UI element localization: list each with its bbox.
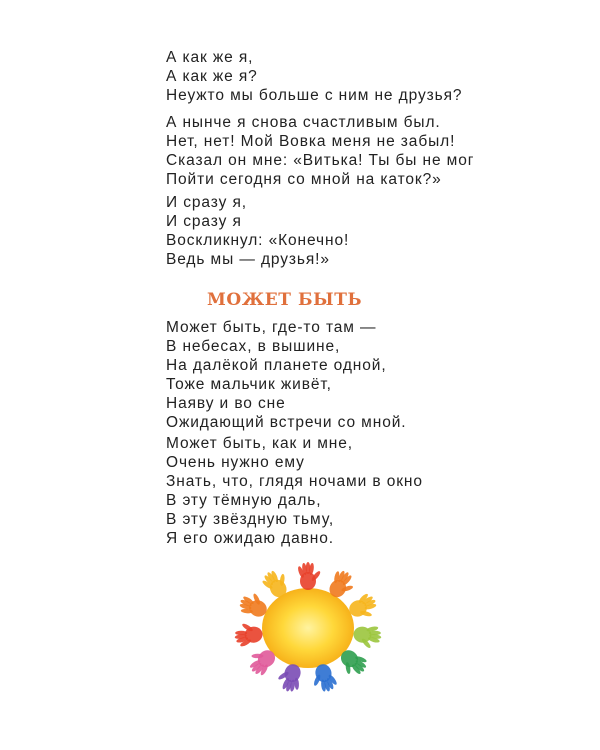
poem-line: В эту звёздную тьму, [166, 511, 335, 528]
poem-line: Знать, что, глядя ночами в окно [166, 473, 423, 490]
sun-icon [262, 588, 354, 668]
poem-line: И сразу я [166, 213, 242, 230]
poem-line: Ведь мы — друзья!» [166, 251, 330, 268]
poem-line: Тоже мальчик живёт, [166, 376, 332, 393]
poem-line: В эту тёмную даль, [166, 492, 322, 509]
poem-line: А как же я? [166, 68, 258, 85]
handprint-icon [233, 620, 264, 648]
poem-line: И сразу я, [166, 194, 247, 211]
poem1-stanza-1 [166, 48, 462, 105]
poem1-stanza-2 [166, 113, 474, 189]
handprint-icon [297, 562, 322, 590]
poem-line: А нынче я снова счастливым был. [166, 114, 441, 131]
poem-line: Пойти сегодня со мной на каток?» [166, 171, 442, 188]
poem-line: Может быть, где-то там — [166, 319, 377, 336]
poem-line: Я его ожидаю давно. [166, 530, 334, 547]
poem1-stanza-3 [166, 193, 349, 269]
handprints-sun-icon [226, 560, 386, 700]
poem-line: Воскликнул: «Конечно! [166, 232, 350, 249]
poem-line: Сказал он мне: «Витька! Ты бы не мог [166, 152, 475, 169]
poem2-stanza-1 [166, 318, 406, 432]
poem-line: Нет, нет! Мой Вовка меня не забыл! [166, 133, 456, 150]
poem-line: Наяву и во сне [166, 395, 286, 412]
poem-line: В небесах, в вышине, [166, 338, 341, 355]
poem2-stanza-2 [166, 434, 423, 548]
poem-line: А как же я, [166, 49, 254, 66]
poem-line: Неужто мы больше с ним не друзья? [166, 87, 463, 104]
poem-line: Может быть, как и мне, [166, 435, 353, 452]
poem-title: МОЖЕТ БЫТЬ [207, 290, 363, 310]
poem-line: Очень нужно ему [166, 454, 305, 471]
poem-line: Ожидающий встречи со мной. [166, 414, 407, 431]
poem-line: На далёкой планете одной, [166, 357, 387, 374]
handprint-icon [352, 622, 383, 650]
